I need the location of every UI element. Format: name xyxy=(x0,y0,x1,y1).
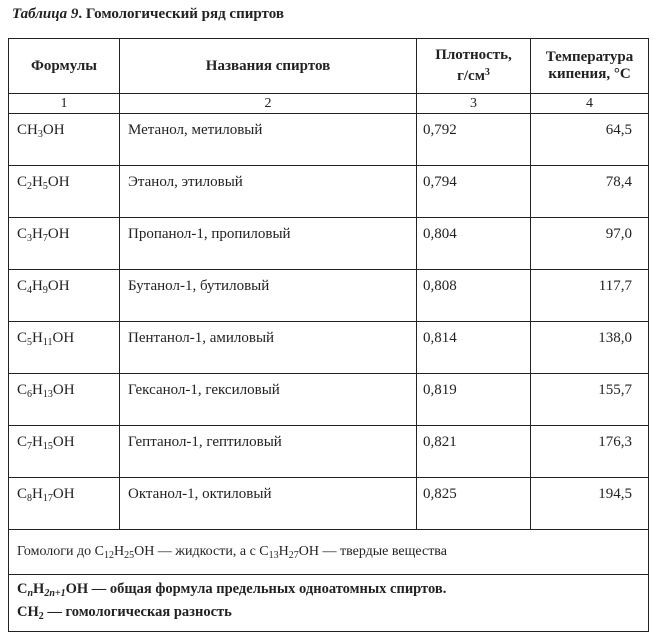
column-number: 3 xyxy=(417,94,531,114)
name-cell: Гептанол-1, гептиловый xyxy=(120,426,417,478)
density-cell: 0,792 xyxy=(417,114,531,166)
formula-cell xyxy=(9,218,120,270)
formula-element: H xyxy=(32,330,43,346)
formula-element: OH xyxy=(52,382,75,398)
formula-subscript: 9 xyxy=(42,285,48,296)
note-sub: 13 xyxy=(268,549,279,561)
table-row xyxy=(9,374,649,426)
name-cell: Этанол, этиловый xyxy=(120,166,417,218)
header-row xyxy=(9,39,649,94)
formula-cell xyxy=(9,478,120,530)
boiling-point-cell: 194,5 xyxy=(531,478,649,530)
formula-subscript: 17 xyxy=(42,493,53,504)
note-text: OH — твердые вещества xyxy=(298,543,447,559)
summary-text: C xyxy=(17,581,28,597)
note-sub: 25 xyxy=(124,549,135,561)
caption-title: . Гомологический ряд спиртов xyxy=(78,6,284,22)
note-text: H xyxy=(278,543,289,559)
density-cell: 0,814 xyxy=(417,322,531,374)
formula-subscript: 5 xyxy=(42,181,48,192)
header-density-line2: г/см xyxy=(457,68,485,84)
note-row xyxy=(9,530,649,575)
summary-text: H xyxy=(33,581,45,597)
formula-subscript: 5 xyxy=(27,337,33,348)
formula-cell xyxy=(9,322,120,374)
formula-subscript: 4 xyxy=(27,285,33,296)
table-row xyxy=(9,114,649,166)
header-boiling-line2: кипения, °С xyxy=(548,66,631,82)
note-cell xyxy=(9,530,649,575)
formula-element: OH xyxy=(52,330,75,346)
note-sub: 27 xyxy=(288,549,299,561)
name-cell: Гексанол-1, гексиловый xyxy=(120,374,417,426)
header-density-line1: Плотность, xyxy=(435,47,512,63)
formula-element: OH xyxy=(47,226,70,242)
table-row xyxy=(9,166,649,218)
boiling-point-cell: 64,5 xyxy=(531,114,649,166)
formula-subscript: 3 xyxy=(37,129,43,140)
column-number: 4 xyxy=(531,94,649,114)
formula-cell xyxy=(9,270,120,322)
header-name: Названия спиртов xyxy=(120,39,417,94)
formula-subscript: 3 xyxy=(27,233,33,244)
formula-cell xyxy=(9,426,120,478)
header-boiling xyxy=(531,39,649,94)
formula-subscript: 6 xyxy=(27,389,33,400)
header-boiling-line1: Температура xyxy=(545,49,634,65)
formula-element: OH xyxy=(52,486,75,502)
formula-subscript: 7 xyxy=(27,441,33,452)
column-number-row xyxy=(9,94,649,114)
table-row xyxy=(9,322,649,374)
density-cell: 0,808 xyxy=(417,270,531,322)
formula-subscript: 8 xyxy=(27,493,33,504)
table-caption xyxy=(12,6,284,23)
density-cell: 0,821 xyxy=(417,426,531,478)
formula-element: C xyxy=(17,174,28,190)
alcohols-table xyxy=(8,38,649,632)
name-cell: Октанол-1, октиловый xyxy=(120,478,417,530)
formula-element: OH xyxy=(42,122,65,138)
formula-subscript: 13 xyxy=(42,389,53,400)
note-text: Гомологи до C xyxy=(17,543,104,559)
formula-cell xyxy=(9,166,120,218)
formula-element: OH xyxy=(47,174,70,190)
formula-element: H xyxy=(32,434,43,450)
boiling-point-cell: 97,0 xyxy=(531,218,649,270)
summary-cell xyxy=(9,575,649,632)
column-number: 2 xyxy=(120,94,417,114)
name-cell: Пентанол-1, амиловый xyxy=(120,322,417,374)
formula-element: H xyxy=(27,122,38,138)
table-row xyxy=(9,270,649,322)
formula-element: H xyxy=(32,174,43,190)
formula-element: C xyxy=(17,226,28,242)
formula-subscript: 7 xyxy=(42,233,48,244)
header-density xyxy=(417,39,531,94)
boiling-point-cell: 155,7 xyxy=(531,374,649,426)
header-formula: Формулы xyxy=(9,39,120,94)
formula-element: C xyxy=(17,330,28,346)
boiling-point-cell: 176,3 xyxy=(531,426,649,478)
formula-element: OH xyxy=(47,278,70,294)
formula-element: H xyxy=(32,486,43,502)
column-number: 1 xyxy=(9,94,120,114)
formula-element: C xyxy=(17,486,28,502)
boiling-point-cell: 117,7 xyxy=(531,270,649,322)
formula-subscript: 11 xyxy=(42,337,53,348)
note-sub: 12 xyxy=(103,549,114,561)
formula-element: OH xyxy=(52,434,75,450)
table-row xyxy=(9,478,649,530)
summary-row xyxy=(9,575,649,632)
header-density-sup: 3 xyxy=(484,67,490,78)
table-row xyxy=(9,218,649,270)
summary-sub: n xyxy=(27,588,34,599)
formula-element: H xyxy=(32,226,43,242)
boiling-point-cell: 138,0 xyxy=(531,322,649,374)
formula-subscript: 15 xyxy=(42,441,53,452)
formula-element: H xyxy=(32,278,43,294)
density-cell: 0,819 xyxy=(417,374,531,426)
summary-text: — гомологическая разность xyxy=(43,604,232,620)
note-text: H xyxy=(113,543,125,559)
summary-text: CH xyxy=(17,604,39,620)
name-cell: Метанол, метиловый xyxy=(120,114,417,166)
formula-element: C xyxy=(17,122,28,138)
boiling-point-cell: 78,4 xyxy=(531,166,649,218)
caption-label: Таблица 9 xyxy=(12,6,79,22)
formula-subscript: 2 xyxy=(27,181,33,192)
note-text: OH — жидкости, а с C xyxy=(134,543,269,559)
formula-cell xyxy=(9,114,120,166)
formula-element: C xyxy=(17,434,28,450)
formula-element: C xyxy=(17,382,28,398)
density-cell: 0,804 xyxy=(417,218,531,270)
summary-sub: 2n+1 xyxy=(44,588,66,599)
table-row xyxy=(9,426,649,478)
formula-element: H xyxy=(32,382,43,398)
name-cell: Пропанол-1, пропиловый xyxy=(120,218,417,270)
formula-cell xyxy=(9,374,120,426)
summary-sub: 2 xyxy=(38,611,44,622)
formula-element: C xyxy=(17,278,28,294)
name-cell: Бутанол-1, бутиловый xyxy=(120,270,417,322)
summary-text: OH — общая формула предельных одноатомных спиртов. xyxy=(65,581,447,597)
density-cell: 0,794 xyxy=(417,166,531,218)
density-cell: 0,825 xyxy=(417,478,531,530)
